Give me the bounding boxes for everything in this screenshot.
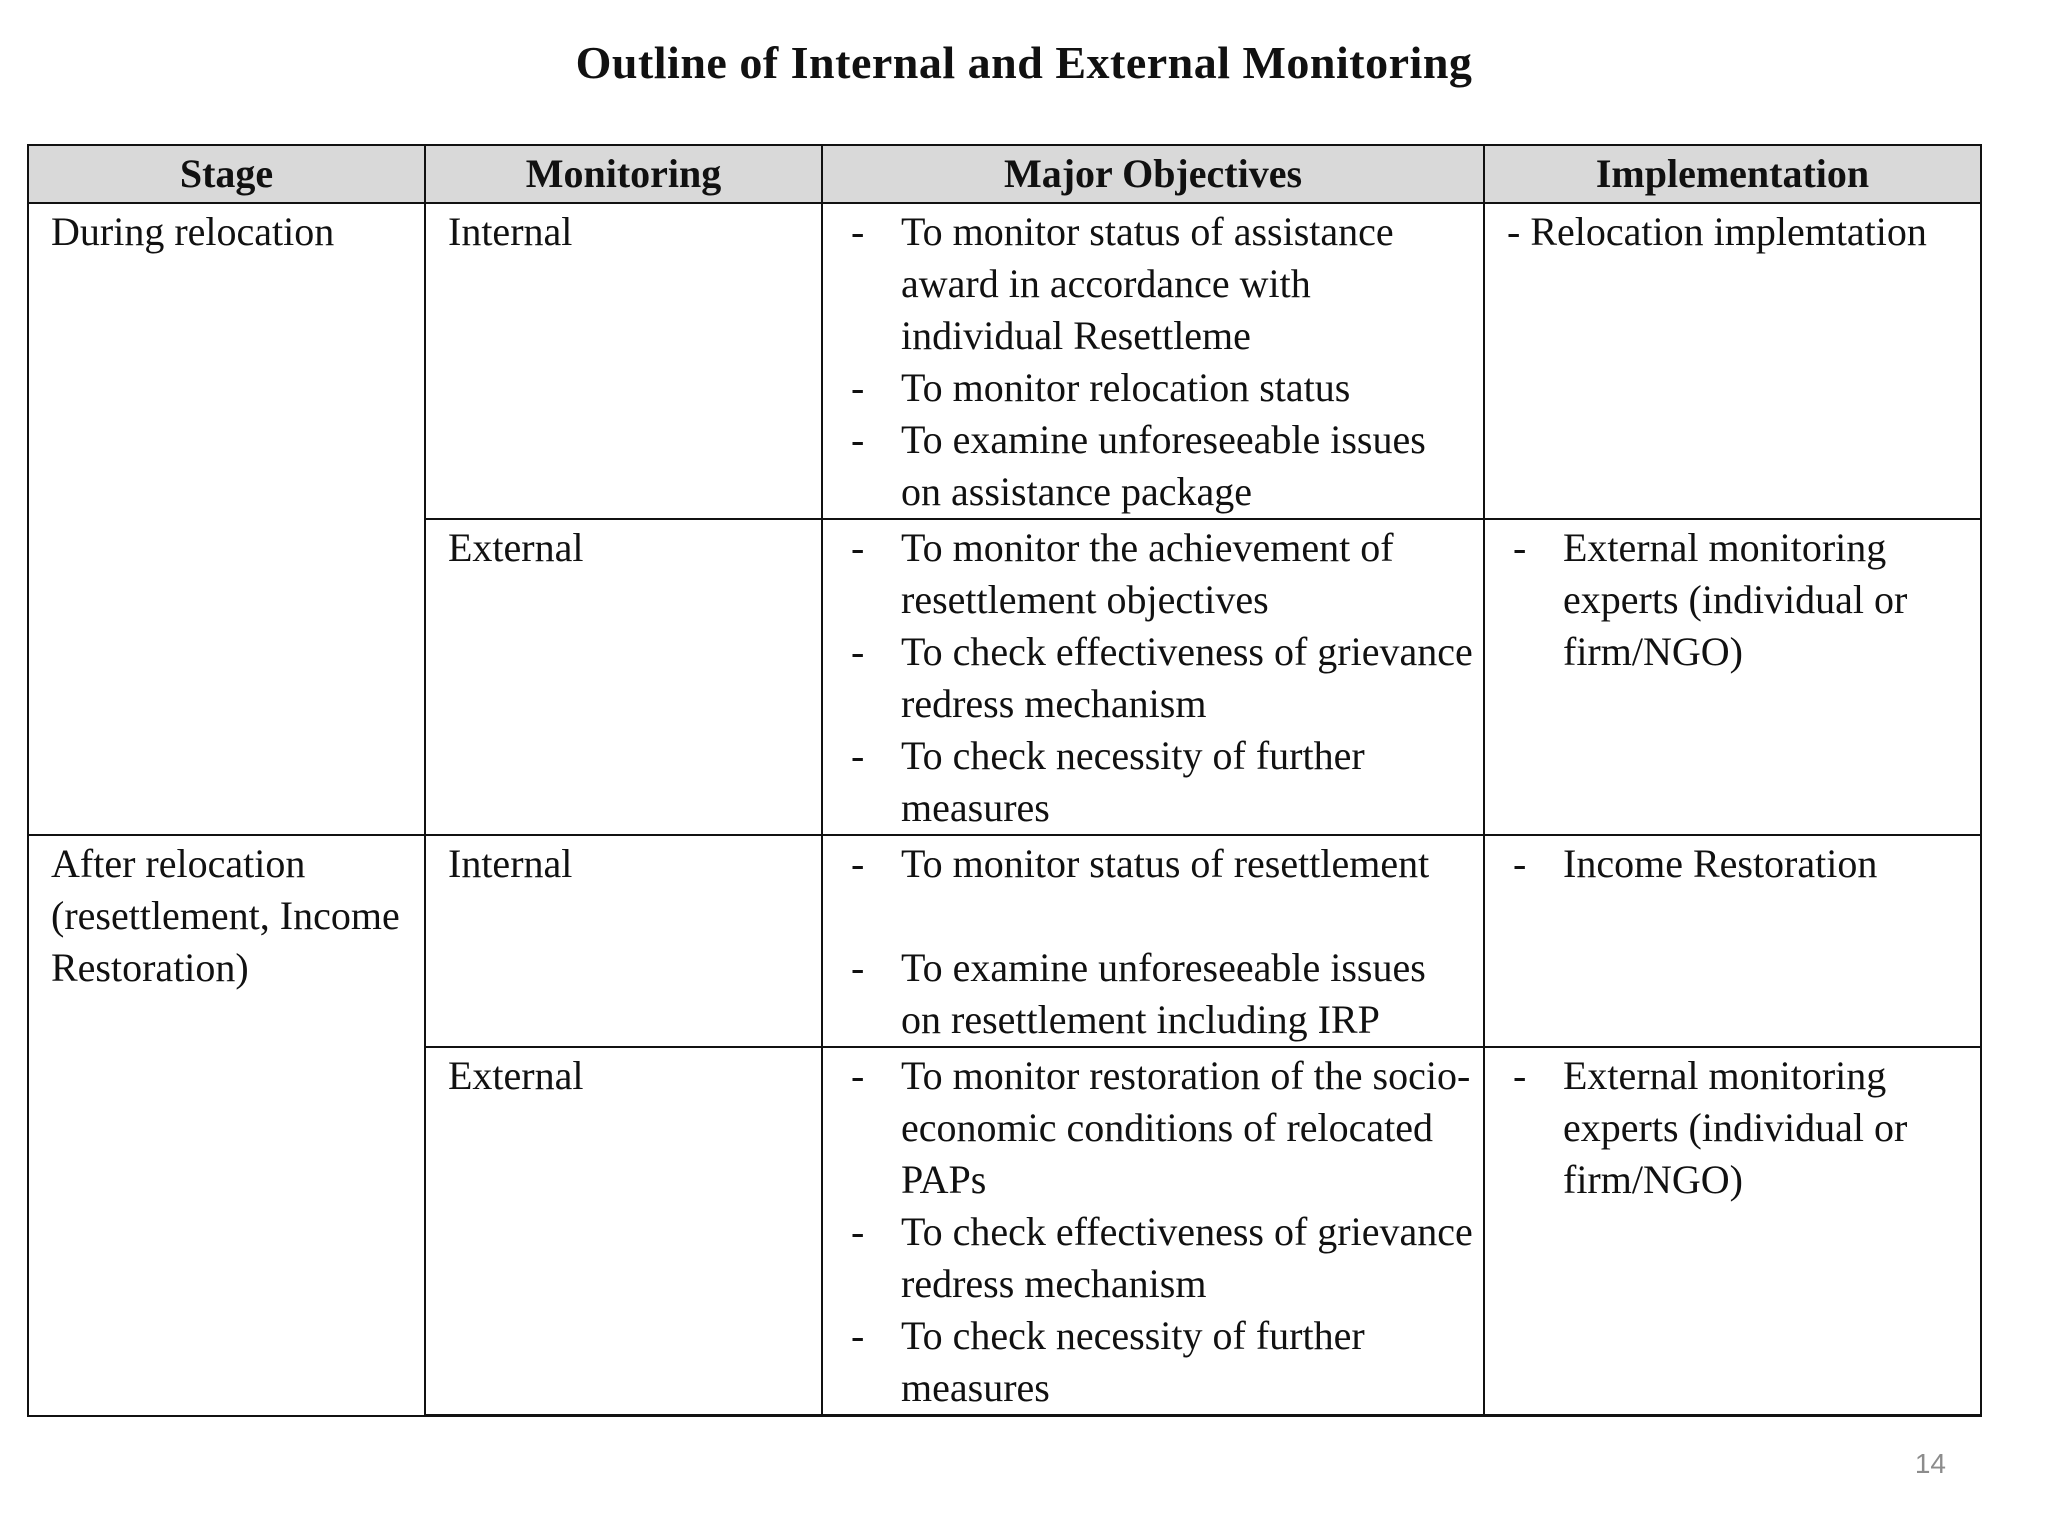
implementation-text: External monitoring experts (individual or firm/NGO): [1563, 525, 1908, 674]
list-item: [845, 1206, 1473, 1310]
bullet-dash: -: [1513, 1053, 1527, 1098]
bullet-dash: -: [851, 417, 865, 462]
objectives-list: [845, 206, 1473, 518]
list-item: [1507, 522, 1970, 678]
objective-text: To monitor status of assistance award in accordance with individual Resettleme: [901, 209, 1394, 358]
bullet-dash: -: [1513, 525, 1527, 570]
monitoring-cell: Internal: [425, 835, 822, 1047]
implementation-item: [1507, 206, 1970, 258]
header-major-objectives: Major Objectives: [822, 145, 1484, 203]
table-row: [28, 203, 1981, 519]
monitoring-cell: External: [425, 519, 822, 835]
bullet-dash: -: [851, 365, 865, 410]
list-item: [845, 414, 1473, 518]
bullet-dash: -: [851, 1209, 865, 1254]
monitoring-table: [27, 144, 1982, 1417]
objective-text: To monitor relocation status: [901, 365, 1351, 410]
objective-text: To check necessity of further measures: [901, 733, 1365, 830]
bullet-dash: -: [851, 733, 865, 778]
list-item: [1507, 1050, 1970, 1206]
objectives-cell: [822, 1047, 1484, 1416]
bullet-dash: -: [1513, 841, 1527, 886]
objective-text: To monitor status of resettlement: [901, 841, 1430, 886]
implementation-cell: [1484, 519, 1981, 835]
header-stage: Stage: [28, 145, 425, 203]
page-number: 14: [1914, 1448, 1946, 1479]
stage-cell: During relocation: [28, 203, 425, 835]
objectives-list: [845, 1050, 1473, 1414]
objective-text: To check necessity of further measures: [901, 1313, 1365, 1410]
list-item: [845, 730, 1473, 834]
monitoring-cell: Internal: [425, 203, 822, 519]
objective-text: To monitor restoration of the socio-economic conditions of relocated PAPs: [901, 1053, 1471, 1202]
stage-cell: After relocation (resettlement, Income Restoration): [28, 835, 425, 1416]
monitoring-cell: External: [425, 1047, 822, 1416]
header-monitoring: Monitoring: [425, 145, 822, 203]
implementation-list: [1507, 838, 1970, 890]
objectives-cell: [822, 203, 1484, 519]
bullet-dash: -: [851, 1053, 865, 1098]
implementation-cell: [1484, 835, 1981, 1047]
implementation-list: [1507, 522, 1970, 678]
list-item: [845, 1310, 1473, 1414]
table-header-row: [28, 145, 1981, 203]
bullet-dash: -: [851, 1313, 865, 1358]
list-item: [845, 838, 1473, 890]
header-implementation: Implementation: [1484, 145, 1981, 203]
implementation-text: Income Restoration: [1563, 841, 1878, 886]
objective-text: To check effectiveness of grievance redress mechanism: [901, 1209, 1473, 1306]
list-item: [845, 362, 1473, 414]
list-item: [1507, 838, 1970, 890]
objectives-list: [845, 838, 1473, 1046]
objectives-cell: [822, 835, 1484, 1047]
implementation-cell: [1484, 203, 1981, 519]
objectives-cell: [822, 519, 1484, 835]
objective-text: To examine unforeseeable issues on assistance package: [901, 417, 1426, 514]
bullet-dash: -: [851, 629, 865, 674]
list-item: [845, 1050, 1473, 1206]
objective-text: To examine unforeseeable issues on resettlement including IRP: [901, 945, 1426, 1042]
bullet-dash: -: [851, 841, 865, 886]
page-title: Outline of Internal and External Monitoring: [575, 37, 1473, 88]
table-row: [28, 835, 1981, 1047]
list-item: [845, 942, 1473, 1046]
objective-text: To monitor the achievement of resettlement objectives: [901, 525, 1394, 622]
bullet-dash: -: [851, 209, 865, 254]
bullet-dash: -: [851, 945, 865, 990]
implementation-text: Relocation implemtation: [1530, 209, 1927, 254]
list-item: [845, 626, 1473, 730]
objective-text: To check effectiveness of grievance redress mechanism: [901, 629, 1473, 726]
list-item: [845, 206, 1473, 362]
bullet-dash: -: [1507, 209, 1521, 254]
implementation-text: External monitoring experts (individual or firm/NGO): [1563, 1053, 1908, 1202]
implementation-cell: [1484, 1047, 1981, 1416]
implementation-list: [1507, 1050, 1970, 1206]
list-item: [845, 522, 1473, 626]
bullet-dash: -: [851, 525, 865, 570]
objectives-list: [845, 522, 1473, 834]
